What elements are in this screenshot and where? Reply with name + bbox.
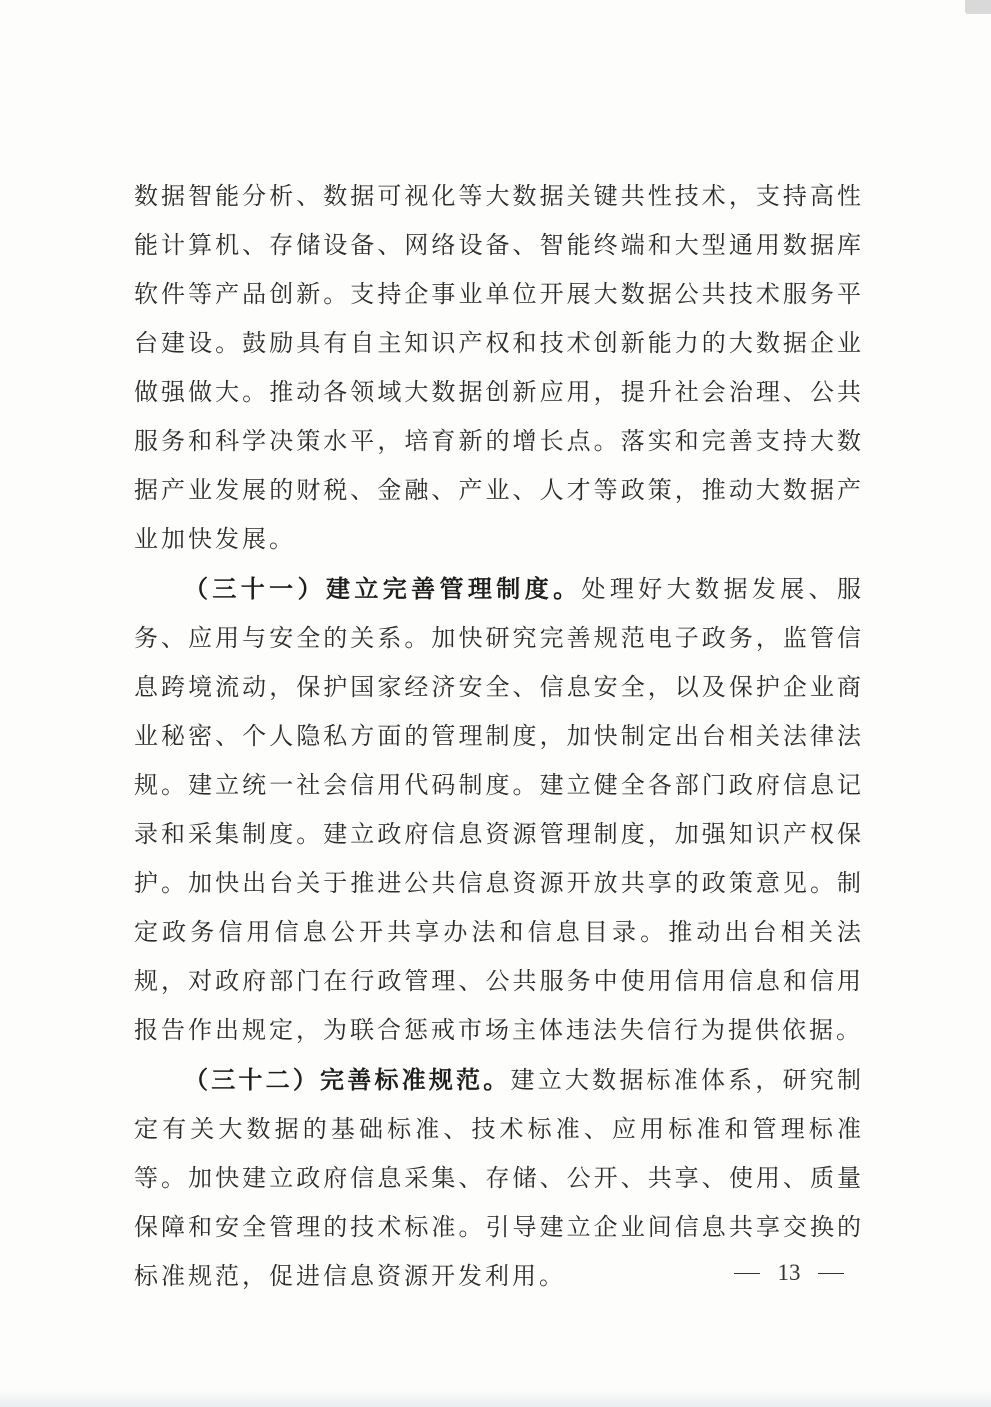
scan-corner-mark [965, 0, 991, 14]
page-number-dash-right [818, 1273, 844, 1274]
paragraph-body: 建立大数据标准体系，研究制定有关大数据的基础标准、技术标准、应用标准和管理标准等。加快建立政府信息采集、存储、公开、共享、使用、质量保障和安全管理的技术标准。引导建立企业间信息共享交换的标准规范，促进信息资源开发利用。 [134, 1066, 864, 1290]
page-number-dash-left [734, 1273, 760, 1274]
paragraph-continuation: 数据智能分析、数据可视化等大数据关键共性技术，支持高性能计算机、存储设备、网络设备、智能终端和大型通用数据库软件等产品创新。支持企事业单位开展大数据公共技术服务平台建设。鼓励具有自主知识产权和技术创新能力的大数据企业做强做大。推动各领域大数据创新应用，提升社会治理、公共服务和科学决策水平，培育新的增长点。落实和完善支持大数据产业发展的财税、金融、产业、人才等政策，推动大数据产业加快发展。 [134, 182, 864, 553]
section-heading-31: （三十一）建立完善管理制度。 [184, 574, 582, 603]
page-number-value: 13 [777, 1260, 801, 1285]
page-number [734, 1258, 844, 1288]
body-text [134, 172, 864, 1301]
paragraph-body: 处理好大数据发展、服务、应用与安全的关系。加快研究完善规范电子政务，监管信息跨境流动，保护国家经济安全、信息安全，以及保护企业商业秘密、个人隐私方面的管理制度，加快制定出台相关法律法规。建立统一社会信用代码制度。建立健全各部门政府信息记录和采集制度。建立政府信息资源管理制度，加强知识产权保护。加快出台关于推进公共信息资源开放共享的政策意见。制定政务信用信息公开共享办法和信息目录。推动出台相关法规，对政府部门在行政管理、公共服务中使用信用信息和信用报告作出规定，为联合惩戒市场主体违法失信行为提供依据。 [134, 575, 865, 1044]
section-heading-32: （三十二）完善标准规范。 [184, 1065, 511, 1094]
paragraph-management-system [134, 564, 864, 1055]
